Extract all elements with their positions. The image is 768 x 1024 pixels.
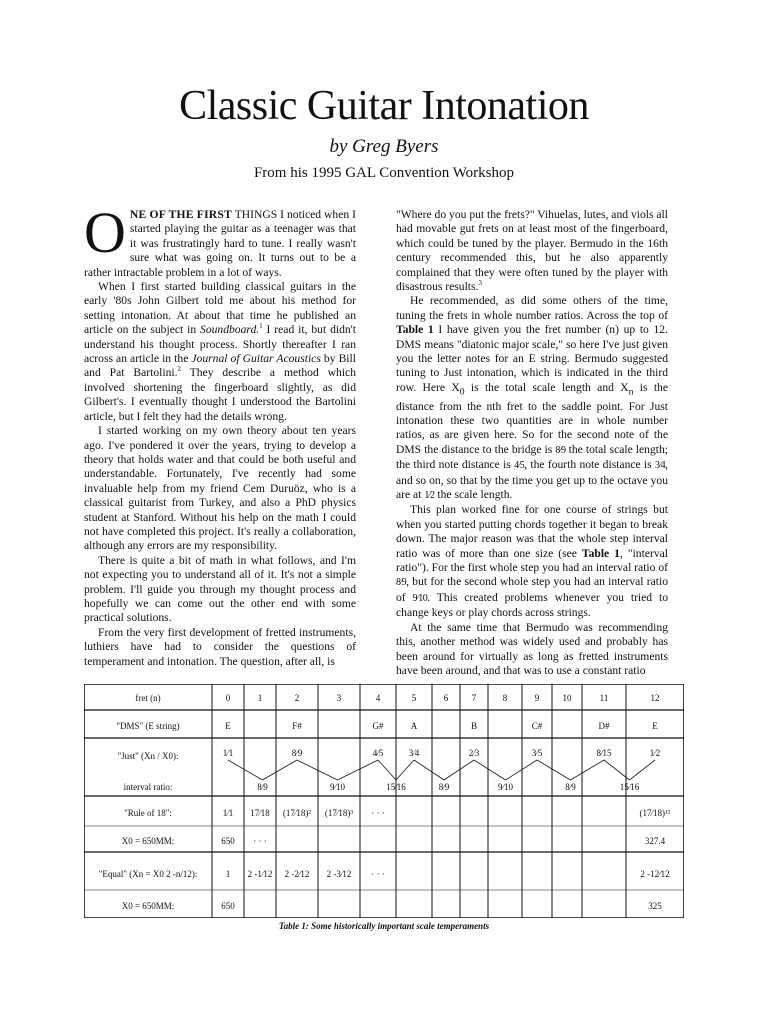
interval-connector: [396, 760, 414, 780]
just-ratio-cell: 8⁄15: [596, 748, 612, 758]
dms-note-cell: E: [652, 721, 658, 731]
fraction: 9⁄10: [412, 592, 428, 604]
rule18-length-cell: 650: [221, 836, 235, 846]
fret-number-cell: 11: [599, 693, 609, 703]
table-reference: Table 1: [581, 546, 620, 560]
rule18-cell: · · ·: [371, 808, 385, 818]
interval-connector: [571, 760, 605, 780]
equal-cell: 2 -2⁄12: [284, 869, 310, 879]
fret-number-cell: 4: [375, 693, 381, 703]
paragraph: [84, 280, 356, 424]
footnote-ref: 3: [478, 279, 482, 288]
row-label-rule18: "Rule of 18":: [124, 808, 172, 818]
fret-number-cell: 7: [471, 693, 477, 703]
table-caption: Table 1: Some historically important scale temperaments: [278, 921, 490, 931]
interval-connector: [414, 760, 444, 780]
rule18-length-cell: 327.4: [644, 836, 666, 846]
paragraph: [396, 503, 668, 620]
paragraph: From the very first development of fretted instruments, luthiers have had to consider the questions of temperament and intonation. The question, after all, is: [84, 625, 356, 668]
paragraph-text: by Bill and Pat Bartolini.: [84, 352, 356, 380]
interval-connector: [537, 760, 571, 780]
fret-number-cell: 9: [534, 693, 540, 703]
paragraph-text: "Where do you put the frets?" Vihuelas, lutes, and viols all had movable gut frets on at least most of the fingerboard, which could be tuned by the player. Bermudo in the 16th century recommended this, but he also apparently complained that they were often tuned by the player with disastrous results.: [396, 208, 668, 294]
drop-cap: O: [84, 200, 126, 265]
paragraph-text: the total scale length; the third note distance is: [396, 442, 669, 472]
equal-cell: 2 -1⁄12: [247, 869, 273, 879]
just-ratio-cell: 3⁄5: [531, 748, 543, 758]
just-ratio-cell: 1⁄2: [649, 748, 661, 758]
interval-ratio-cell: 8⁄9: [565, 782, 576, 792]
row-label-equal: "Equal" (Xn = X0 2 -n/12):: [98, 869, 198, 879]
fret-number-cell: 0: [225, 693, 231, 703]
lead-caps: NE OF THE FIRST: [129, 208, 232, 221]
row-label-just: "Just" (Xn / X0):: [117, 751, 179, 761]
rule18-cell: (17⁄18)³: [324, 808, 354, 818]
dms-note-cell: D#: [598, 721, 610, 731]
rule18-cell: 1⁄1: [222, 808, 234, 818]
rule18-cell: 17⁄18: [250, 808, 270, 818]
paragraph-text: This plan worked fine for one course of strings but when you started putting chords together it began to break down. The major reason was that the whole step interval ratio was of more than one size (see: [396, 503, 668, 560]
equal-cell: 2 -12⁄12: [640, 869, 670, 879]
just-ratio-cell: 3⁄4: [408, 748, 420, 758]
soundboard-title: Soundboard.: [200, 323, 260, 337]
equal-cell: 1: [225, 869, 231, 879]
interval-ratio-cell: 15⁄16: [619, 782, 640, 792]
paragraph-text: is the total scale length and X: [464, 380, 629, 394]
subscript: 0: [459, 386, 465, 398]
interval-ratio-cell: 9⁄10: [497, 782, 513, 792]
dms-note-cell: C#: [531, 721, 543, 731]
fret-number-cell: 6: [443, 693, 449, 703]
row-label-interval: interval ratio:: [123, 782, 173, 792]
just-ratio-cell: 1⁄1: [222, 748, 234, 758]
footnote-ref: 2: [177, 365, 181, 374]
paragraph: [84, 200, 356, 280]
row-label-dms: "DMS" (E string): [116, 721, 180, 731]
fraction: 4⁄5: [514, 460, 525, 472]
interval-connector: [338, 760, 379, 780]
just-ratio-cell: 4⁄5: [372, 748, 384, 758]
paragraph-text: , and so on, so that by the time you get up to the octave you are at: [396, 458, 669, 502]
paragraph: At the same time that Bermudo was recommending this, another method was widely used and probably has been around for virtually as long as fretted instruments have been around, and that was to use a constant ratio: [396, 620, 668, 677]
interval-ratio-cell: 8⁄9: [438, 782, 450, 792]
rule18-length-cell: · · ·: [253, 836, 267, 846]
paragraph-text: He recommended, as did some others of the time, tuning the frets in whole number ratios. Across the top of: [396, 294, 668, 322]
fret-number-cell: 10: [562, 693, 572, 703]
paragraph: [396, 208, 668, 294]
interval-ratio-cell: 8⁄9: [257, 782, 268, 792]
just-ratio-cell: 8⁄9: [291, 748, 303, 758]
just-ratio-cell: 2⁄3: [468, 748, 480, 758]
paragraph: There is quite a bit of math in what follows, and I'm not expecting you to understand all of it. It's not a simple problem. I'll guide you through my thought process and hopefully we can come out the other end with some practical solutions.: [84, 553, 356, 625]
fret-number-cell: 2: [294, 693, 300, 703]
row-label-x0: X0 = 650MM:: [121, 901, 175, 911]
paragraph-text: , the fourth note distance is: [524, 458, 655, 472]
paragraph-text: , "interval ratio"). For the first whole step you had an interval ratio of: [396, 546, 668, 575]
article-byline: by Greg Byers: [329, 136, 439, 157]
paragraph-text: . This created problems whenever you tried to change keys or play chords across strings.: [396, 590, 668, 620]
journal-title: Journal of Guitar Acoustics: [191, 352, 321, 366]
dms-note-cell: G#: [372, 721, 384, 731]
fret-number-cell: 5: [411, 693, 417, 703]
equal-length-cell: 650: [221, 901, 235, 911]
footnote-ref: 1: [259, 322, 263, 331]
equal-length-cell: 325: [648, 901, 662, 911]
fret-number-cell: 8: [502, 693, 508, 703]
interval-ratio-cell: 9⁄10: [329, 782, 345, 792]
interval-connector: [630, 760, 656, 780]
paragraph: I started working on my own theory about ten years ago. I've pondered it over the years, trying to develop a theory that holds water and that could be both useful and understandable. Fortunately, I've recently had some invaluable help from my friend Cem Duruöz, who is a classical guitarist from Turkey, and also a PhD physics student at Stanford. Without his help on the math I could not have completed this project. It's really a collaboration, although any errors are my responsibility.: [84, 424, 356, 553]
fret-number-cell: 3: [336, 693, 342, 703]
interval-connector: [297, 760, 338, 780]
row-label-fret: fret (n): [135, 693, 161, 703]
paragraph-text: I read it, but didn't understand his thought process. Shortly thereafter I ran across an article in the: [84, 323, 356, 366]
row-label-x0: X0 = 650MM:: [121, 836, 175, 846]
text-column-right: [396, 208, 668, 678]
interval-connector: [506, 760, 538, 780]
article-title: Classic Guitar Intonation: [179, 83, 589, 129]
fraction: 8⁄9: [396, 577, 407, 589]
fret-number-cell: 1: [257, 693, 263, 703]
paragraph-text: THINGS I noticed when I started playing the guitar as a teenager was that it was frustratingly hard to tune. I really wasn't sure what was going on. It turns out to be a rather intractable problem in a lot of ways.: [84, 208, 356, 279]
equal-cell: 2 -3⁄12: [326, 869, 352, 879]
article-source: From his 1995 GAL Convention Workshop: [253, 165, 515, 181]
dms-note-cell: A: [410, 721, 418, 731]
paragraph-text: the scale length.: [434, 488, 513, 502]
rule18-cell: (17⁄18)²: [282, 808, 312, 818]
interval-connector: [474, 760, 506, 780]
table-reference: Table 1: [396, 323, 434, 337]
interval-connector: [263, 760, 298, 780]
paragraph: [396, 294, 668, 503]
fret-number-cell: 12: [650, 693, 660, 703]
fraction: 3⁄4: [654, 460, 666, 472]
dms-note-cell: B: [470, 721, 477, 731]
paragraph-text: When I first started building classical guitars in the early '80s John Gilbert told me about his method for setting intonation. At about that time he published an article on the subject in: [84, 280, 356, 337]
dms-note-cell: E: [225, 721, 231, 731]
interval-ratio-cell: 15⁄16: [386, 782, 406, 792]
paragraph-text: I have given you the fret number (n) up to 12. DMS means "diatonic major scale," so here I've just given you the letter notes for an E string. Bermudo suggested tuning to Just intonation, which is indicated in the third row. Here X: [396, 323, 668, 394]
paragraph-text: They describe a method which involved shortening the fingerboard slightly, as did Gilbert's. I eventually thought I understood the Bartolini article, but I felt they had the details wrong.: [84, 366, 357, 423]
interval-connector: [378, 760, 396, 780]
rule18-cell: (17⁄18)¹²: [639, 808, 671, 818]
interval-connector: [228, 760, 263, 780]
fraction: 8⁄9: [555, 444, 566, 456]
paragraph-text: , but for the second whole step you had an interval ratio of: [396, 575, 668, 604]
dms-note-cell: F#: [292, 721, 302, 731]
subscript: n: [628, 386, 634, 398]
interval-connector: [444, 760, 474, 780]
table-grid: [84, 684, 684, 918]
fraction: 1⁄2: [424, 490, 435, 502]
temperament-table: [84, 684, 684, 918]
paragraph-text: is the distance from the nth fret to the saddle point. For Just intonation these two quantities are in whole number ratios, as are given here. So for the second note of the DMS the distance to the bridge is: [396, 380, 668, 456]
equal-cell: · · ·: [371, 869, 385, 879]
text-column-left: [84, 200, 357, 669]
